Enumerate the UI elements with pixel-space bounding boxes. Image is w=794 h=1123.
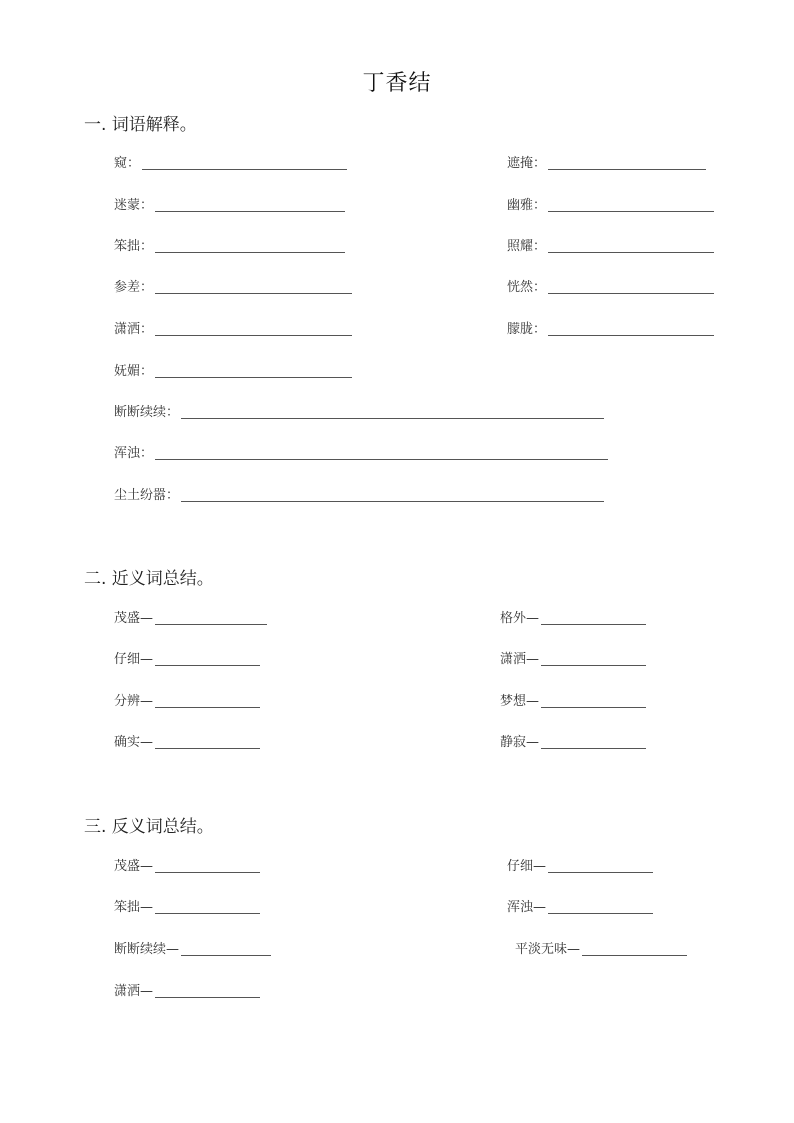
- vocab-label: 窥：: [114, 156, 141, 171]
- answer-line[interactable]: [181, 943, 271, 956]
- antonym-label: 仔细—: [507, 859, 547, 874]
- answer-line[interactable]: [181, 489, 604, 502]
- synonym-label: 茂盛—: [114, 611, 154, 626]
- answer-line[interactable]: [548, 323, 714, 336]
- antonym-item: [507, 857, 653, 875]
- vocab-item: [507, 196, 714, 214]
- answer-line[interactable]: [548, 157, 706, 170]
- answer-line[interactable]: [155, 653, 260, 666]
- vocab-label: 恍然：: [507, 280, 547, 295]
- synonym-label: 仔细—: [114, 652, 154, 667]
- section-heading-synonyms: 二. 近义词总结。: [84, 569, 214, 589]
- synonym-label: 潇洒—: [500, 652, 540, 667]
- vocab-item: [114, 403, 604, 421]
- page-title: 丁香结: [362, 71, 432, 96]
- antonym-label: 潇洒—: [114, 984, 154, 999]
- vocab-item: [114, 444, 608, 462]
- answer-line[interactable]: [541, 695, 646, 708]
- answer-line[interactable]: [548, 860, 653, 873]
- answer-line[interactable]: [548, 901, 653, 914]
- synonym-item: [500, 692, 646, 710]
- answer-line[interactable]: [155, 240, 345, 253]
- synonym-item: [114, 609, 267, 627]
- answer-line[interactable]: [155, 612, 267, 625]
- vocab-item: [114, 196, 345, 214]
- answer-line[interactable]: [548, 281, 714, 294]
- answer-line[interactable]: [155, 199, 345, 212]
- vocab-label: 参差：: [114, 280, 154, 295]
- vocab-item: [114, 362, 352, 380]
- answer-line[interactable]: [541, 653, 646, 666]
- answer-line[interactable]: [541, 736, 646, 749]
- vocab-item: [114, 237, 345, 255]
- answer-line[interactable]: [541, 612, 646, 625]
- answer-line[interactable]: [181, 406, 604, 419]
- vocab-label: 幽雅：: [507, 198, 547, 213]
- synonym-label: 静寂—: [500, 735, 540, 750]
- answer-line[interactable]: [155, 736, 260, 749]
- answer-line[interactable]: [155, 281, 352, 294]
- answer-line[interactable]: [548, 240, 714, 253]
- answer-line[interactable]: [155, 985, 260, 998]
- vocab-label: 遮掩：: [507, 156, 547, 171]
- vocab-item: [114, 486, 604, 504]
- antonym-label: 笨拙—: [114, 900, 154, 915]
- section-heading-antonyms: 三. 反义词总结。: [84, 817, 214, 837]
- answer-line[interactable]: [582, 943, 687, 956]
- synonym-label: 梦想—: [500, 694, 540, 709]
- answer-line[interactable]: [155, 860, 260, 873]
- vocab-item: [507, 154, 706, 172]
- antonym-item: [114, 857, 260, 875]
- vocab-label: 尘土纷嚣：: [114, 488, 180, 503]
- vocab-label: 妩媚：: [114, 364, 154, 379]
- answer-line[interactable]: [155, 695, 260, 708]
- vocab-item: [507, 320, 714, 338]
- antonym-item: [114, 982, 260, 1000]
- vocab-label: 潇洒：: [114, 322, 154, 337]
- synonym-item: [500, 650, 646, 668]
- section-heading-vocabulary: 一. 词语解释。: [84, 115, 197, 135]
- answer-line[interactable]: [155, 365, 352, 378]
- vocab-label: 朦胧：: [507, 322, 547, 337]
- synonym-item: [500, 733, 646, 751]
- antonym-label: 浑浊—: [507, 900, 547, 915]
- answer-line[interactable]: [155, 447, 608, 460]
- antonym-item: [114, 940, 271, 958]
- synonym-item: [114, 692, 260, 710]
- synonym-item: [114, 650, 260, 668]
- vocab-item: [507, 237, 714, 255]
- vocab-label: 迷蒙：: [114, 198, 154, 213]
- vocab-label: 照耀：: [507, 239, 547, 254]
- vocab-item: [114, 154, 347, 172]
- answer-line[interactable]: [155, 901, 260, 914]
- answer-line[interactable]: [548, 199, 714, 212]
- antonym-label: 茂盛—: [114, 859, 154, 874]
- antonym-item: [507, 898, 653, 916]
- synonym-label: 格外—: [500, 611, 540, 626]
- synonym-item: [114, 733, 260, 751]
- antonym-item: [114, 898, 260, 916]
- antonym-label: 平淡无味—: [515, 942, 581, 957]
- vocab-label: 断断续续：: [114, 405, 180, 420]
- answer-line[interactable]: [142, 157, 347, 170]
- vocab-item: [114, 278, 352, 296]
- answer-line[interactable]: [155, 323, 352, 336]
- synonym-item: [500, 609, 646, 627]
- antonym-item: [515, 940, 687, 958]
- antonym-label: 断断续续—: [114, 942, 180, 957]
- vocab-label: 笨拙：: [114, 239, 154, 254]
- synonym-label: 分辨—: [114, 694, 154, 709]
- synonym-label: 确实—: [114, 735, 154, 750]
- vocab-label: 浑浊：: [114, 446, 154, 461]
- vocab-item: [114, 320, 352, 338]
- vocab-item: [507, 278, 714, 296]
